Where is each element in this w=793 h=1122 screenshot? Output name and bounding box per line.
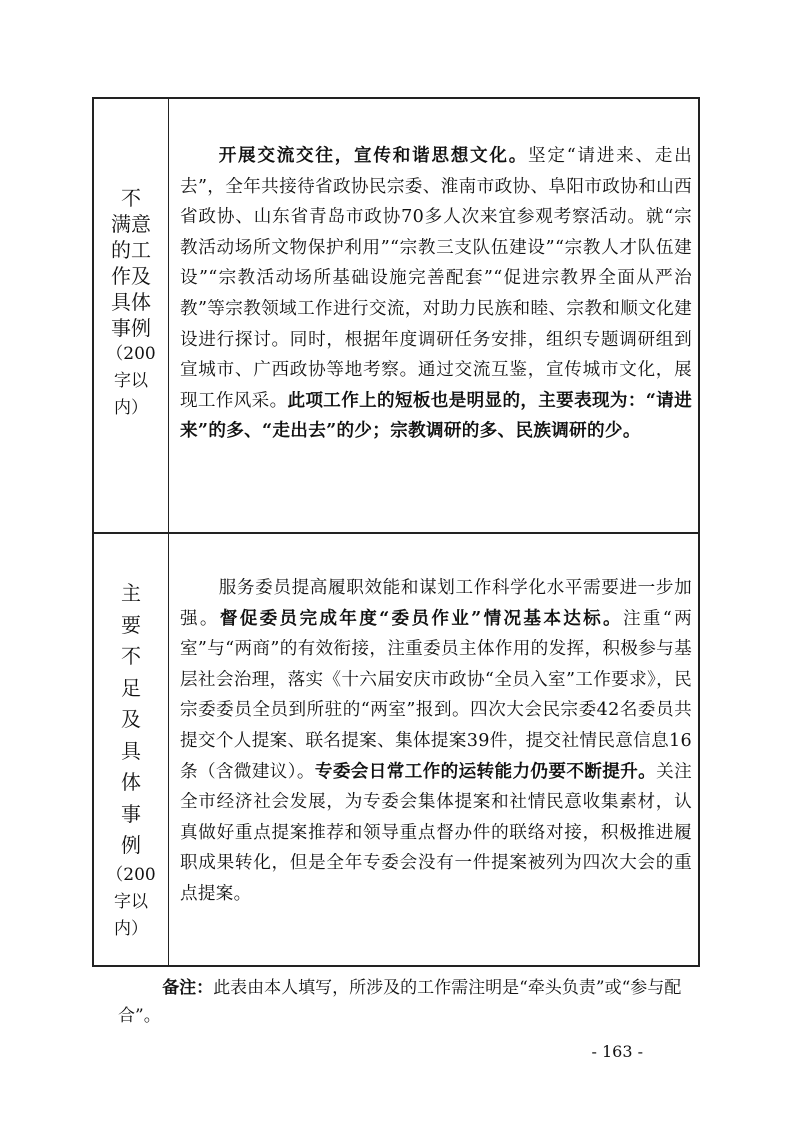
- table-row-unsatisfactory-work: [94, 99, 698, 534]
- bold-text-segment: 开展交流交往，宣传和谐思想文化。: [218, 145, 529, 166]
- row-label-line: 不: [121, 644, 141, 668]
- row-label-line: 字以: [114, 891, 148, 912]
- row-label-cell: [94, 99, 169, 532]
- evaluation-table: [92, 97, 700, 967]
- text-segment: 注重“两室”与“两商”的有效衔接，注重委员主体作用的发挥，积极参与基层社会治理，落实《十六届安庆市政协“全员入室”工作要求》，民宗委委员全员到所驻的“两室”报到。四次大会民宗委42名委员共提交个人提案、联名提案、集体提案39件，提交社情民意信息16条（含微建议）。: [180, 608, 692, 782]
- row-label-line: （200: [106, 344, 156, 364]
- row-label-main-shortcomings: [94, 578, 168, 943]
- footnote-text: 此表由本人填写，所涉及的工作需注明是“牵头负责”或“参与配合”。: [118, 978, 682, 1026]
- text-segment: 坚定“请进来、走出去”，全年共接待省政协民宗委、淮南市政协、阜阳市政协和山西省政协、山东省青岛市政协70多人次来宜参观考察活动。就“宗教活动场所文物保护利用”“宗教三支队伍建设”“宗教人才队伍建设”“宗教活动场所基础设施完善配套”“促进宗教界全面从严治教”等宗教领域工作进行交流，对助力民族和睦、宗教和顺文化建设进行探讨。同时，根据年度调研任务安排，组织专题调研组到宣城市、广西政协等地考察。通过交流互鉴，宣传城市文化，展现工作风采。: [180, 146, 692, 411]
- row-label-line: 具: [121, 738, 141, 763]
- bold-text-segment: 专委会日常工作的运转能力仍要不断提升。: [314, 760, 657, 782]
- main-shortcomings-text: [180, 573, 692, 910]
- bold-text-segment: 督促委员完成年度“委员作业”情况基本达标。: [219, 607, 623, 629]
- row-label-line: 事例: [111, 316, 151, 340]
- row-label-line: （200: [106, 864, 156, 885]
- paragraph: [180, 141, 692, 447]
- row-label-line: 及: [121, 707, 141, 731]
- row-label-line: 内）: [114, 918, 148, 939]
- row-label-line: 足: [121, 675, 141, 700]
- text-segment: 关注全市经济社会发展，为专委会集体提案和社情民意收集素材，认真做好重点提案推荐和领导重点督办件的联络对接，积极推进履职成果转化，但是全年专委会没有一件提案被列为四次大会的重点提案。: [180, 761, 692, 904]
- row-label-line: 满意: [111, 212, 151, 236]
- row-label-line: 例: [121, 833, 141, 857]
- row-label-cell: [94, 534, 169, 965]
- row-label-line: 不: [121, 186, 141, 210]
- row-label-line: 具体: [111, 290, 151, 314]
- text-segment: 服务委员提高履职效能和谋划工作科学化水平需要进一步加强。: [180, 578, 692, 629]
- row-label-line: 字以: [114, 371, 148, 391]
- row-label-line: 要: [121, 612, 141, 637]
- page-number: - 163 -: [591, 1042, 643, 1061]
- footnote-label: 备注：: [162, 978, 214, 998]
- row-label-line: 作及: [111, 264, 151, 288]
- row-label-line: 的工: [111, 238, 151, 262]
- footnote: [118, 974, 698, 1030]
- unsatisfactory-work-text: [180, 141, 692, 447]
- row-label-line: 主: [121, 581, 141, 605]
- row-label-line: 体: [121, 770, 141, 794]
- table-row-main-shortcomings: [94, 534, 698, 965]
- bold-text-segment: 此项工作上的短板也是明显的，主要表现为：“请进来”的多、“走出去”的少；宗教调研的多、民族调研的少。: [180, 389, 692, 442]
- paragraph: [180, 573, 692, 910]
- row-label-line: 事: [121, 801, 141, 826]
- row-label-unsatisfactory-work: [94, 185, 168, 422]
- row-label-line: 内）: [114, 398, 148, 418]
